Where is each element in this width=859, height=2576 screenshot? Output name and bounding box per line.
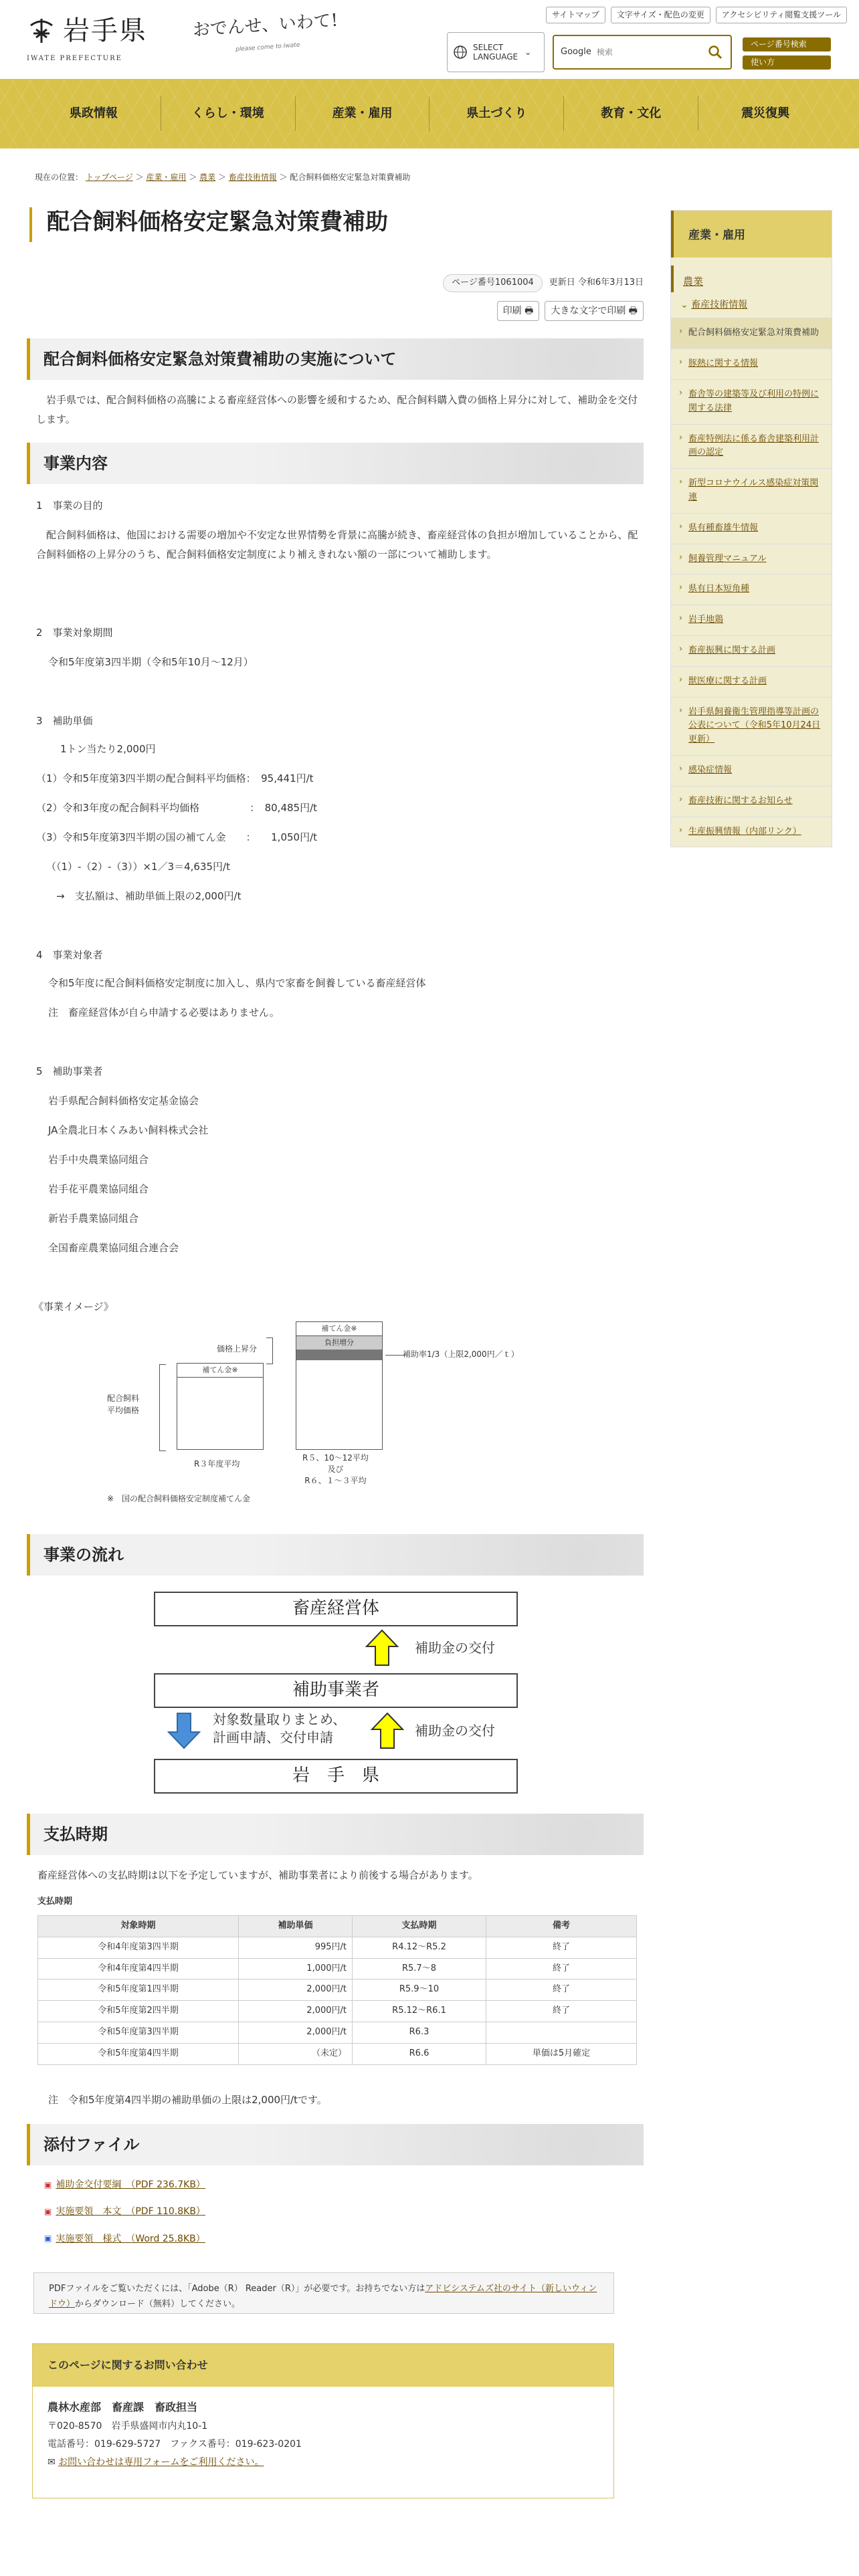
breadcrumb-prefix: 現在の位置： [35,173,84,182]
flow-box-livestock: 畜産経営体 [154,1592,518,1626]
flow-box-operator: 補助事業者 [154,1673,518,1708]
sidebar-item[interactable] [671,424,832,469]
business-image-diagram [94,1321,562,1522]
section1-body: 岩手県では、配合飼料価格の高騰による畜産経営体への影響を緩和するため、配合飼料購入費の価格上昇分に対して、補助金を交付します。 [36,394,638,425]
main-content [27,207,644,1313]
sidebar-item-label[interactable]: 畜産振興に関する計画 [688,645,776,655]
cell: 1,000円/t [239,1958,353,1979]
gnav-item-industry[interactable]: 産業・雇用 [295,96,430,131]
search-box [553,35,732,70]
arrow-up-icon [371,1712,404,1749]
global-nav [0,79,859,148]
top-links [546,7,847,23]
sidebar-item[interactable] [671,513,832,544]
site-header [0,0,859,79]
col-note: 備考 [486,1916,637,1937]
price-rise-label: 価格上昇分 [217,1344,258,1354]
org-item: JA全農北日本くみあい飼料株式会社 [48,1124,209,1136]
arrow-down-icon [167,1712,201,1749]
target-note: 注 畜産経営体が自ら申請する必要はありません。 [48,1006,280,1018]
search-brand: Google [561,46,591,57]
printer-icon: 🖶 [628,306,638,316]
unit-heading: 3 補助単価 [36,715,93,727]
catch-sub: please come to Iwate [235,41,300,53]
page-title: 配合飼料価格安定緊急対策費補助 [29,207,644,242]
sidebar-item[interactable] [671,635,832,666]
cell: 995円/t [239,1937,353,1958]
left-axis-label-1: 配合飼料 [107,1394,140,1403]
flow-arrow-label-2: 補助金の交付 [415,1723,495,1739]
sidebar-item-label[interactable]: 豚熱に関する情報 [688,358,759,369]
cell: R4.12～R5.2 [353,1937,486,1958]
sidebar-category[interactable]: 農業 [683,276,704,288]
left-bar-label: R３年度平均 [194,1459,240,1469]
sidebar-item-label[interactable]: 感染症情報 [688,764,733,775]
col-unit: 補助単価 [239,1916,353,1937]
arrow-up-icon [365,1629,399,1667]
printer-icon: 🖶 [524,306,534,316]
sidebar [670,210,832,847]
contact-heading: このページに関するお問い合わせ [33,2344,613,2387]
text-size-link[interactable]: 文字サイズ・配色の変更 [611,7,710,23]
cell: 令和4年度第3四半期 [38,1937,239,1958]
sidebar-item-label[interactable]: 県有日本短角種 [688,584,750,595]
sidebar-item-label[interactable]: 新型コロナウイルス感染症対策関連 [688,478,819,502]
contact-phone: 電話番号：019-629-5727 ファクス番号：019-623-0201 [47,2438,302,2450]
print-label: 印刷 [502,306,522,316]
flow-arrow-label-1: 補助金の交付 [415,1640,495,1656]
sidebar-item[interactable] [671,574,832,605]
gnav-item-land[interactable]: 県土づくり [429,96,563,131]
file-link[interactable]: 実施要領 様式 （Word 25.8KB） [56,2233,205,2244]
breadcrumb: 現在の位置： トップページ ＞ 産業・雇用 ＞ 農業 ＞ 畜産技術情報 ＞ 配合飼料価格安定緊急対策費補助 [35,173,411,182]
contact-address: 〒020-8570 岩手県盛岡市内丸10-1 [47,2421,208,2432]
purpose-body: 配合飼料価格は、他国における需要の増加や不安定な世界情勢を背景に高騰が続き、畜産経営体の負担が増加していることから、配合飼料価格の上昇分のうち、配合飼料価格安定制度により補えきれない額の一部について補助します。 [36,529,638,560]
print-large-label: 大きな文字で印刷 [551,306,626,316]
cell: 2,000円/t [239,2022,353,2043]
cell: 終了 [486,1937,637,1958]
sidebar-item[interactable] [671,666,832,697]
subsidy-band [296,1350,382,1360]
sidebar-item[interactable] [671,697,832,755]
price-rise-bracket [266,1337,273,1364]
sidebar-heading[interactable]: 産業・雇用 [671,211,832,257]
breadcrumb-top[interactable]: トップページ [85,173,133,182]
left-bracket [159,1364,166,1451]
sidebar-item[interactable] [671,605,832,635]
org-item: 新岩手農業協同組合 [48,1212,139,1224]
pdf-note-text-2: からダウンロード（無料）してください。 [75,2299,241,2310]
subsidy-rate-label: 補助率1/3（上限2,000円／ｔ） [403,1350,519,1359]
search-input[interactable] [591,47,700,57]
page-number: ページ番号1061004 [443,274,543,292]
unit-body-c: （2）令和3年度の配合飼料平均価格 ： 80,485円/t [36,802,318,814]
cell: 2,000円/t [239,2001,353,2022]
purpose-heading: 1 事業の目的 [36,500,103,512]
flow-down-label-1: 対象数量取りまとめ、 [213,1711,347,1727]
howto-button[interactable]: 使い方 [743,56,831,70]
prefecture-emblem-icon [27,16,56,45]
search-icon [708,45,723,60]
sitemap-link[interactable]: サイトマップ [546,7,605,23]
file-list [44,2177,205,2258]
pdf-reader-note [33,2272,614,2314]
sidebar-item-label[interactable]: 飼養管理マニュアル [688,553,767,564]
prefecture-name: 岩手県 [63,15,147,46]
gnav-item-education[interactable]: 教育・文化 [563,96,698,131]
payment-caption: 支払時期 [37,1897,73,1907]
cell: 終了 [486,1979,637,2001]
sidebar-item[interactable] [671,786,832,817]
section-heading-files: 添付ファイル [27,2124,644,2165]
search-button[interactable] [700,36,731,68]
left-axis-label-2: 平均価格 [107,1406,140,1415]
sidebar-item[interactable] [671,544,832,574]
table-header-row [38,1916,637,1937]
cell: 令和5年度第2四半期 [38,2001,239,2022]
cell: 令和5年度第3四半期 [38,2022,239,2043]
left-axis-label [107,1392,139,1416]
page-meta [443,274,644,292]
sidebar-item[interactable] [671,817,832,847]
col-payment: 支払時期 [353,1916,486,1937]
flow-box-prefecture: 岩 手 県 [154,1759,518,1794]
section-heading-implementation: 配合飼料価格安定緊急対策費補助の実施について [27,338,644,380]
pdf-icon: ▣ [44,2206,52,2216]
header-buttons [743,37,831,70]
cell: （未定） [239,2043,353,2064]
mail-icon: ✉ [47,2456,56,2468]
cell: R5.9～10 [353,1979,486,2001]
contact-form-link[interactable]: お問い合わせは専用フォームをご利用ください。 [58,2456,264,2468]
org-item: 全国畜産農業協同組合連合会 [48,1242,179,1254]
cell [486,2022,637,2043]
unit-body-f: → 支払額は、補助単価上限の2,000円/t [56,890,242,902]
language-label-1: SELECT [473,42,504,52]
section-heading-flow: 事業の流れ [27,1534,644,1576]
cell: 終了 [486,1958,637,1979]
flow-down-label [213,1711,346,1747]
table-row [38,2022,637,2043]
pdf-note-text-1: PDFファイルをご覧いただくには、「Adobe（R） Reader（R）」が必要です。お持ちでない方は [49,2284,425,2294]
sidebar-item-current[interactable] [671,318,832,348]
adobe-link[interactable]: アドビシステムズ社のサイト（新しいウィンドウ） [49,2284,597,2310]
sidebar-item-label[interactable]: 岩手地鶏 [688,615,724,625]
org-item: 岩手中央農業協同組合 [48,1154,149,1166]
sidebar-item[interactable] [671,755,832,786]
sidebar-item-label[interactable]: 獣医療に関する計画 [688,675,767,686]
breadcrumb-agriculture[interactable]: 農業 [199,173,216,182]
right-bar-label-3: R６、１～３平均 [304,1475,367,1485]
print-button[interactable] [497,301,540,321]
table-row [38,2043,637,2064]
col-period: 対象時期 [38,1916,239,1937]
unit-body-b: （1）令和5年度第3四半期の配合飼料平均価格： 95,441円/t [36,772,314,784]
prefecture-en: IWATE PREFECTURE [27,55,122,62]
sidebar-item-label[interactable]: 畜舎等の建築等及び利用の特例に関する法律 [688,389,820,413]
page-number-search-button[interactable]: ページ番号検索 [743,37,831,51]
cell: 令和5年度第4四半期 [38,2043,239,2064]
footer-pattern [0,2501,859,2576]
right-hotenkin: 補てん金※ [296,1321,383,1336]
image-label: 《事業イメージ》 [33,1301,114,1313]
cell: R6.6 [353,2043,486,2064]
breadcrumb-livestock[interactable]: 畜産技術情報 [228,173,277,182]
org-heading: 5 補助事業者 [36,1065,103,1077]
breadcrumb-current: 配合飼料価格安定緊急対策費補助 [290,173,411,182]
sidebar-item-label[interactable]: 岩手県飼養衛生管理指導等計画の公表について（令和5年10月24日更新） [688,706,821,745]
sidebar-item[interactable] [671,468,832,513]
pdf-icon: ▣ [44,2179,52,2189]
contact-box [32,2343,614,2498]
unit-body-d: （3）令和5年度第3四半期の国の補てん金 ： 1,050円/t [36,831,318,843]
unit-body-e: （（1）-（2）-（3））×1／3＝4,635円/t [46,861,230,873]
sidebar-item-label[interactable]: 畜産特例法に係る畜舎建築利用計画の認定 [688,433,820,458]
chevron-down-icon: ⌄ [524,47,532,57]
cell: R6.3 [353,2022,486,2043]
diagram-note: ※ 国の配合飼料価格安定制度補てん金 [107,1494,251,1503]
file-link[interactable]: 補助金交付要綱 （PDF 236.7KB） [56,2179,205,2190]
word-icon: ▣ [44,2234,52,2244]
right-bar-label-1: R５、10～12平均 [302,1453,369,1463]
print-buttons [497,301,644,321]
org-item: 岩手県配合飼料価格安定基金協会 [48,1095,199,1107]
org-item: 岩手花平農業協同組合 [48,1183,149,1195]
table-row [38,2001,637,2022]
site-logo[interactable] [27,9,147,52]
cell: 令和5年度第1四半期 [38,1979,239,2001]
target-heading: 4 事業対象者 [36,949,103,961]
unit-body-a: 1トン当たり2,000円 [60,743,156,755]
file-link[interactable]: 実施要領 本文 （PDF 110.8KB） [56,2206,205,2218]
section-heading-payment: 支払時期 [27,1814,644,1855]
target-body: 令和5年度に配合飼料価格安定制度に加入し、県内で家畜を飼養している畜産経営体 [48,977,426,989]
flow-down-label-2: 計画申請、交付申請 [213,1729,333,1745]
sidebar-item-label: 配合飼料価格安定緊急対策費補助 [688,328,820,338]
cell: 終了 [486,2001,637,2022]
language-selector[interactable] [447,32,545,72]
sidebar-item-label[interactable]: 畜産技術に関するお知らせ [688,795,793,806]
table-row [38,1979,637,2001]
chevron-down-icon: ⌄ [680,300,688,310]
language-label-2: LANGUAGE [473,52,518,62]
left-hotenkin: 補てん金※ [177,1363,264,1378]
burden-label: 負担増分 [296,1336,382,1350]
sidebar-item[interactable] [671,348,832,379]
updated-date: 更新日 令和6年3月13日 [549,278,644,288]
period-body: 令和5年度第3四半期（令和5年10月～12月） [48,656,254,668]
globe-icon [453,45,468,60]
sidebar-subcategory[interactable]: 畜産技術情報 [691,300,748,310]
gnav-item-reconstruction[interactable]: 震災復興 [698,96,832,131]
cell: 令和4年度第4四半期 [38,1958,239,1979]
sidebar-item-label[interactable]: 生産振興情報（内部リンク） [688,826,801,837]
cell: R5.7～8 [353,1958,486,1979]
right-bar-label [302,1453,369,1486]
table-row [38,1958,637,1979]
catchphrase: おでんせ、いわて! [192,10,339,41]
right-bar-label-2: 及び [327,1464,344,1474]
accessibility-link[interactable]: アクセシビリティ閲覧支援ツール [716,7,847,23]
sidebar-item[interactable] [671,379,832,424]
gnav-item-government[interactable]: 県政情報 [69,106,118,120]
period-heading: 2 事業対象期間 [36,627,113,639]
payment-note: 注 令和5年度第4四半期の補助単価の上限は2,000円/tです。 [48,2094,327,2106]
gnav-item-living[interactable]: くらし・環境 [161,96,295,131]
payment-table [37,1915,637,2065]
cell: 単価は5月確定 [486,2043,637,2064]
payment-intro: 畜産経営体への支払時期は以下を予定していますが、補助事業者により前後する場合があります。 [37,1869,478,1881]
contact-dept: 農林水産部 畜産課 畜政担当 [47,2401,198,2413]
print-large-button[interactable] [545,301,644,321]
cell: R5.12～R6.1 [353,2001,486,2022]
sidebar-item-label[interactable]: 県有種畜雄牛情報 [688,522,759,533]
table-row [38,1937,637,1958]
breadcrumb-industry[interactable]: 産業・雇用 [146,173,187,182]
cell: 2,000円/t [239,1979,353,2001]
section-heading-content: 事業内容 [27,443,644,484]
